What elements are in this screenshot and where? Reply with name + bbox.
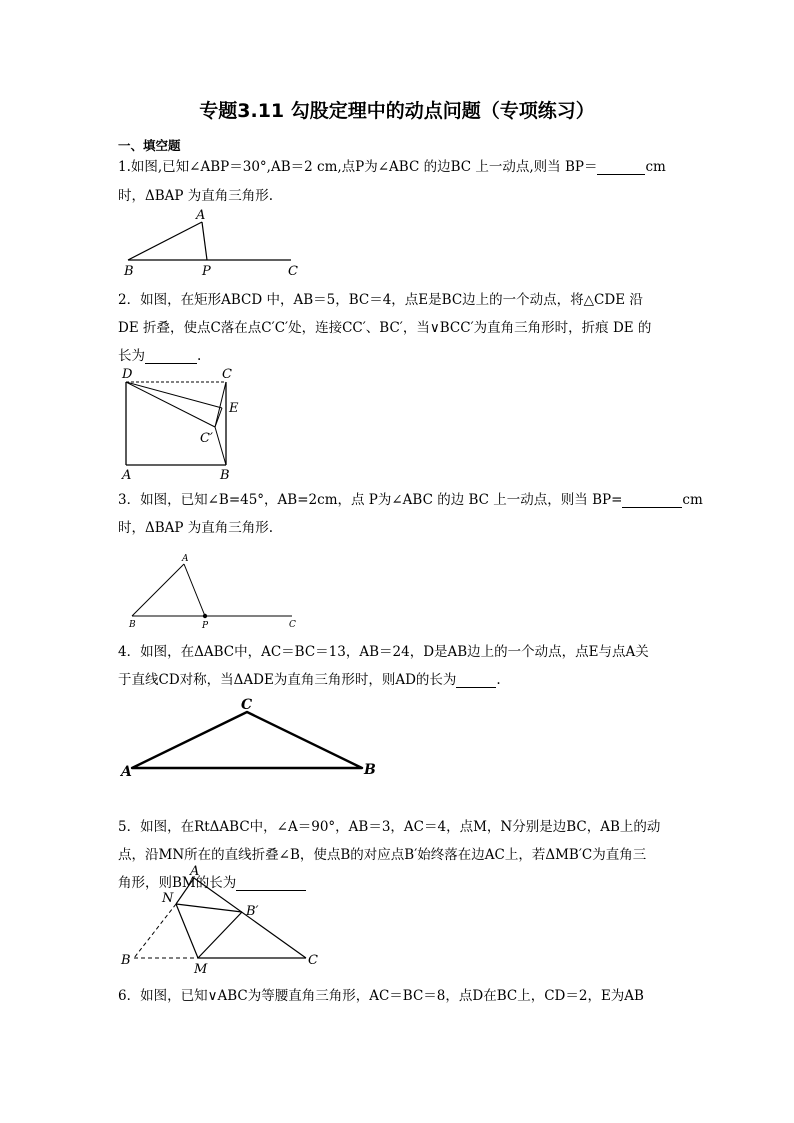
problem-5-figure — [118, 864, 328, 978]
fig4-triangle-abc — [132, 712, 362, 768]
fig5-label-b-prime: B′ — [246, 904, 259, 919]
fig2-label-b: B — [220, 468, 230, 483]
fig5-label-m: M — [194, 962, 208, 977]
problem-1-line-2: 时，ΔBAP 为直角三角形. — [118, 188, 274, 204]
fig2-segment-c1b — [215, 427, 226, 465]
problem-5-text-3: 角形，则BM的长为 — [118, 875, 237, 891]
problem-2-text-3: 长为 — [118, 348, 145, 364]
problem-1-line-1 — [118, 155, 666, 175]
page-title: 专题3.11 勾股定理中的动点问题（专项练习） — [199, 100, 595, 122]
problem-3-line-2: 时，ΔBAP 为直角三角形. — [118, 520, 274, 536]
fig4-label-c: C — [241, 697, 253, 713]
fig1-label-c: C — [288, 264, 298, 279]
problem-2-line-3 — [118, 344, 201, 364]
fig5-segment-nb — [134, 904, 176, 958]
fig3-label-p: P — [202, 621, 209, 631]
problem-2-figure — [118, 364, 258, 482]
answer-blank-3[interactable] — [622, 493, 682, 508]
fig3-label-b: B — [129, 620, 136, 630]
problem-6-line-1: 6．如图，已知∨ABC为等腰直角三角形，AC＝BC＝8，点D在BC上，CD＝2，E为AB — [118, 988, 644, 1004]
fig5-label-c: C — [308, 953, 318, 968]
problem-4-figure — [118, 694, 388, 782]
problem-1-figure — [118, 204, 318, 280]
problem-4-line-1: 4．如图，在ΔABC中，AC＝BC＝13，AB＝24，D是AB边上的一个动点，点E与点A关 — [118, 644, 649, 660]
fig2-label-c-prime: C′ — [200, 431, 213, 446]
fig5-segment-an — [176, 878, 194, 904]
problem-2-period: . — [197, 348, 202, 364]
fig2-segment-de — [126, 382, 222, 408]
fig4-label-b: B — [364, 762, 376, 778]
fig5-label-a: A — [190, 864, 200, 879]
problem-1-text-1: 1.如图,已知∠ABP＝30°,AB＝2 cm,点P为∠ABC 的边BC 上一动点,则当 BP＝ — [118, 159, 598, 175]
problem-4-period: . — [496, 672, 501, 688]
problem-2-line-1: 2．如图，在矩形ABCD 中，AB＝5，BC＝4，点E是BC边上的一个动点，将△CDE 沿 — [118, 292, 643, 308]
fig3-label-a: A — [182, 554, 189, 564]
fig2-segment-dc1 — [126, 382, 215, 427]
fig2-label-a: A — [122, 468, 132, 483]
answer-blank-2[interactable] — [145, 349, 197, 364]
section-heading: 一、填空题 — [118, 138, 181, 153]
fig1-label-b: B — [124, 264, 134, 279]
answer-blank-1[interactable] — [597, 160, 645, 175]
problem-4-line-2 — [118, 668, 501, 688]
fig1-label-p: P — [202, 264, 211, 279]
problem-2-line-2: DE 折叠，使点C落在点C′C′处，连接CC′、BC′，当∨BCC′为直角三角形时，折痕 DE 的 — [118, 320, 652, 336]
fig5-label-b: B — [121, 953, 131, 968]
problem-5-line-1: 5．如图，在RtΔABC中，∠A＝90°，AB＝3，AC＝4，点M，N分别是边BC，AB上的动 — [118, 819, 661, 835]
fig2-label-e: E — [229, 401, 239, 416]
problem-5-line-2: 点，沿MN所在的直线折叠∠B，使点B的对应点B′始终落在边AC上，若ΔMB′C为直角三 — [118, 847, 647, 863]
fig1-segment-ab — [128, 222, 202, 260]
problem-3-figure — [118, 550, 308, 630]
fig5-segment-nm — [176, 904, 198, 958]
fig3-point-p — [203, 614, 207, 618]
fig4-label-a: A — [121, 764, 132, 780]
fig5-label-n: N — [162, 891, 174, 906]
fig3-label-c: C — [289, 620, 296, 630]
fig5-segment-mb-prime — [198, 912, 242, 958]
answer-blank-4[interactable] — [456, 673, 496, 688]
problem-3-line-1 — [118, 488, 703, 508]
problem-4-text-2: 于直线CD对称，当ΔADE为直角三角形时，则AD的长为 — [118, 672, 457, 688]
fig2-label-d: D — [122, 367, 133, 382]
fig3-segment-ap — [184, 564, 205, 616]
problem-3-text-1: 3．如图，已知∠B=45°，AB=2cm，点 P为∠ABC 的边 BC 上一动点，则当 BP= — [118, 492, 623, 508]
fig2-segment-c1c — [215, 382, 226, 427]
fig1-segment-ap — [202, 222, 207, 260]
problem-1-unit: cm — [645, 159, 666, 175]
problem-3-unit: cm — [682, 492, 703, 508]
fig3-segment-ab — [132, 564, 184, 616]
fig1-label-a: A — [196, 208, 206, 223]
fig2-label-c: C — [222, 367, 232, 382]
